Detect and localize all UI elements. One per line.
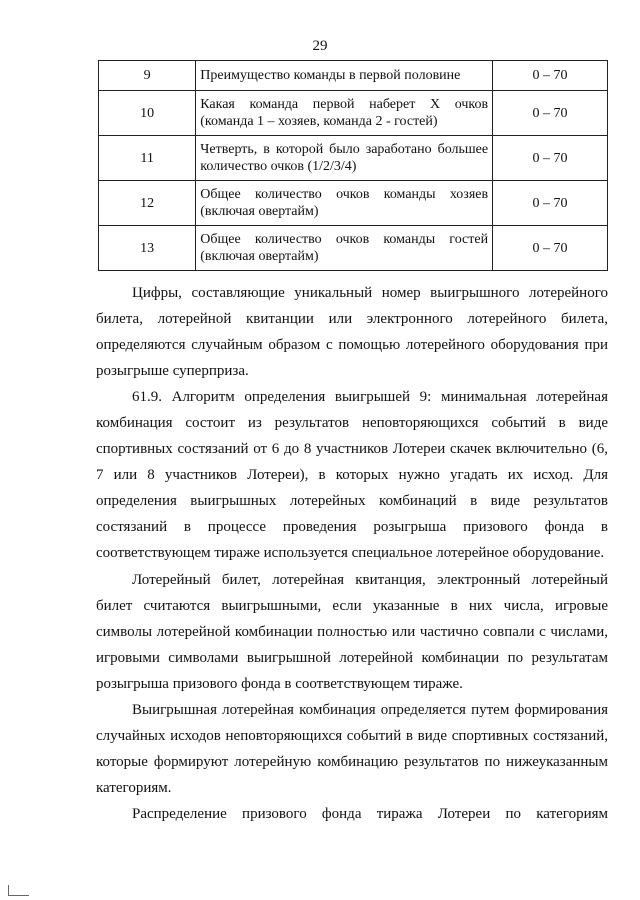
table-row <box>99 226 608 271</box>
paragraph-block <box>96 801 608 827</box>
paragraph-block <box>96 567 608 697</box>
paragraph-prize-distribution: Распределение призового фонда тиража Лотереи по категориям <box>132 806 608 822</box>
row-description: Какая команда первой наберет X очков (команда 1 – хозяев, команда 2 - гостей) <box>196 91 493 136</box>
table-row <box>99 61 608 91</box>
paragraph-block <box>96 697 608 801</box>
outcomes-table <box>98 60 608 271</box>
row-number: 9 <box>99 61 196 91</box>
row-range: 0 – 70 <box>493 91 608 136</box>
row-range: 0 – 70 <box>493 181 608 226</box>
row-number: 12 <box>99 181 196 226</box>
row-number: 11 <box>99 136 196 181</box>
scan-corner-mark <box>8 885 29 896</box>
paragraph-winning-ticket: Лотерейный билет, лотерейная квитанция, электронный лотерейный билет считаются выигрышными, если указанные в них числа, игровые символы лотерейной комбинации полностью или частично совпали с числами, игровыми символами выигрышной лотерейной комбинации по результатам розыгрыша призового фонда в соответствующем тираже. <box>96 572 608 692</box>
page-number: 29 <box>312 38 328 54</box>
paragraph-block <box>96 280 608 384</box>
row-range: 0 – 70 <box>493 136 608 181</box>
paragraph-winning-number: Цифры, составляющие уникальный номер выигрышного лотерейного билета, лотерейной квитанции или электронного лотерейного билета, определяются случайным образом с помощью лотерейного оборудования при розыгрыше суперприза. <box>96 285 608 379</box>
paragraph-block <box>96 384 608 566</box>
row-range: 0 – 70 <box>493 61 608 91</box>
row-description: Общее количество очков команды гостей (включая овертайм) <box>196 226 493 271</box>
row-description: Общее количество очков команды хозяев (включая овертайм) <box>196 181 493 226</box>
table-row <box>99 136 608 181</box>
paragraph-algorithm-9: 61.9. Алгоритм определения выигрышей 9: минимальная лотерейная комбинация состоит из результатов неповторяющихся событий в виде спортивных состязаний от 6 до 8 участников Лотереи скачек включительно (6, 7 или 8 участников Лотереи), в которых нужно угадать их исход. Для определения выигрышных лотерейных комбинаций в виде результатов состязаний в процессе проведения розыгрыша призового фонда в соответствующем тираже используется специальное лотерейное оборудование. <box>96 389 608 561</box>
row-description: Четверть, в которой было заработано большее количество очков (1/2/3/4) <box>196 136 493 181</box>
row-range: 0 – 70 <box>493 226 608 271</box>
row-number: 13 <box>99 226 196 271</box>
row-description: Преимущество команды в первой половине <box>196 61 493 91</box>
row-number: 10 <box>99 91 196 136</box>
table-row <box>99 91 608 136</box>
table-row <box>99 181 608 226</box>
paragraph-winning-combination: Выигрышная лотерейная комбинация определяется путем формирования случайных исходов неповторяющихся событий в виде спортивных состязаний, которые формируют лотерейную комбинацию результатов по нижеуказанным категориям. <box>96 702 608 796</box>
